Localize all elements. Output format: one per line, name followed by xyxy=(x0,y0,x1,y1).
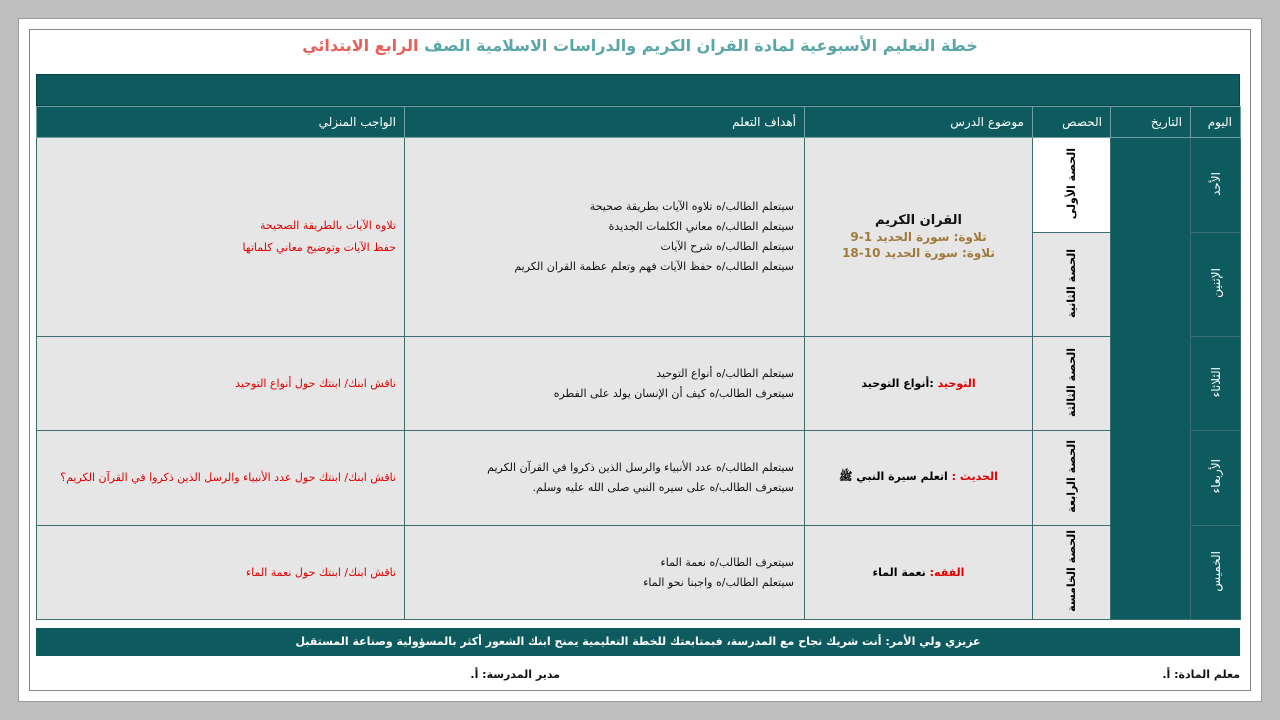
period-label: الحصة الثانية xyxy=(1065,248,1078,318)
period-cell-5 xyxy=(1033,526,1111,620)
goals-cell-tawheed xyxy=(405,337,805,431)
parent-note-banner: عزيزي ولي الأمر: أنت شريك نجاح مع المدرسة، فبمتابعتك للخطة التعليمية يمنح ابنك الشعور أكثر بالمسؤولية وصناعة المستقبل xyxy=(36,628,1240,656)
topic-label: الفقه: xyxy=(929,566,965,579)
goals-cell-fiqh xyxy=(405,526,805,620)
topic-text: نعمة الماء xyxy=(872,566,926,579)
goal-item: سيتعلم الطالب/ه حفظ الآيات فهم وتعلم عظمة القران الكريم xyxy=(514,260,794,273)
table-row xyxy=(37,431,1241,526)
table-row xyxy=(37,526,1241,620)
goal-item: سيتعرف الطالب/ه كيف أن الإنسان يولد على الفطره xyxy=(553,386,794,400)
day-label: الأربعاء xyxy=(1208,459,1223,494)
topic-text: :أنواع التوحيد xyxy=(861,377,934,390)
table-row xyxy=(37,138,1241,233)
day-cell-sunday xyxy=(1191,138,1241,233)
header-date: التاريخ xyxy=(1111,107,1191,138)
topic-cell-tawheed xyxy=(805,337,1033,431)
goal-item: سيتعرف الطالب/ه على سيره النبي صلى الله عليه وسلم. xyxy=(532,481,794,494)
day-cell-thursday xyxy=(1191,526,1241,620)
topic-recitation-2: تلاوة: سورة الحديد 10-18 xyxy=(842,246,995,260)
header-goals: أهداف التعلم xyxy=(405,107,805,138)
day-cell-monday xyxy=(1191,233,1241,337)
topic-cell-quran xyxy=(805,138,1033,337)
topic-label: الحديث : xyxy=(951,470,998,483)
goal-item: سيتعلم الطالب/ه أنواع التوحيد xyxy=(656,366,794,380)
period-cell-4 xyxy=(1033,431,1111,526)
homework-item: تلاوه الآيات بالطريقة الصحيحة xyxy=(259,219,396,232)
homework-cell-hadith xyxy=(37,431,405,526)
day-label: الأحد xyxy=(1208,171,1223,196)
homework-cell-quran xyxy=(37,138,405,337)
topic-title: القران الكريم xyxy=(875,213,962,228)
goals-cell-quran xyxy=(405,138,805,337)
goal-item: سيتعلم الطالب/ه شرح الآيات xyxy=(660,240,794,253)
goal-item: سيتعرف الطالب/ه نعمة الماء xyxy=(660,555,794,569)
period-cell-2 xyxy=(1033,233,1111,337)
topic-recitation-1: تلاوة: سورة الحديد 1-9 xyxy=(850,230,987,244)
page-title xyxy=(30,36,1250,55)
teacher-signature: معلم المادة: أ. xyxy=(1162,668,1240,681)
homework-item: ناقش ابنك/ ابنتك حول نعمة الماء xyxy=(245,565,396,579)
day-label: الإثنين xyxy=(1208,268,1223,298)
goal-item: سيتعلم الطالب/ه واجبنا نحو الماء xyxy=(643,575,794,589)
period-cell-3 xyxy=(1033,337,1111,431)
homework-cell-fiqh xyxy=(37,526,405,620)
homework-cell-tawheed xyxy=(37,337,405,431)
period-label: الحصة الرابعة xyxy=(1065,440,1078,513)
title-main: خطة التعليم الأسبوعية لمادة القران الكريم والدراسات الاسلامية الصف xyxy=(424,36,978,55)
period-label: الحصة الخامسة xyxy=(1065,530,1078,612)
header-periods: الحصص xyxy=(1033,107,1111,138)
title-grade: الرابع الابتدائي xyxy=(302,36,419,55)
table-row xyxy=(37,337,1241,431)
header-band xyxy=(36,74,1240,106)
page-frame xyxy=(18,18,1262,702)
day-label: الخميس xyxy=(1208,550,1223,592)
header-day: اليوم xyxy=(1191,107,1241,138)
goal-item: سيتعلم الطالب/ه تلاوه الآيات بطريقة صحيحة xyxy=(589,200,794,213)
weekly-plan-table xyxy=(36,106,1241,620)
plan-sheet xyxy=(29,29,1251,691)
topic-label: التوحيد xyxy=(937,377,976,390)
homework-item: ناقش ابنك/ ابنتك حول أنواع التوحيد xyxy=(235,376,396,390)
goal-item: سيتعلم الطالب/ه عدد الأنبياء والرسل الذين ذكروا في القرآن الكريم xyxy=(487,461,794,474)
goals-cell-hadith xyxy=(405,431,805,526)
header-topic: موضوع الدرس xyxy=(805,107,1033,138)
goal-item: سيتعلم الطالب/ه معاني الكلمات الجديدة xyxy=(608,220,794,233)
topic-cell-fiqh xyxy=(805,526,1033,620)
period-label: الحصة الأولى xyxy=(1065,147,1078,220)
day-cell-wednesday xyxy=(1191,431,1241,526)
day-cell-tuesday xyxy=(1191,337,1241,431)
date-cell xyxy=(1111,138,1191,620)
homework-item: حفظ الآيات وتوضيح معاني كلماتها xyxy=(242,241,396,254)
period-label: الحصة الثالثة xyxy=(1065,347,1078,417)
topic-text: اتعلم سيرة النبي ﷺ xyxy=(839,470,948,483)
period-cell-1 xyxy=(1033,138,1111,233)
principal-signature: مدير المدرسة: أ. xyxy=(470,668,560,681)
day-label: الثلاثاء xyxy=(1208,366,1223,398)
table-header-row xyxy=(37,107,1241,138)
homework-item: ناقش ابنك/ ابنتك حول عدد الأنبياء والرسل الذين ذكروا في القرآن الكريم؟ xyxy=(60,471,396,484)
topic-cell-hadith xyxy=(805,431,1033,526)
header-homework: الواجب المنزلي xyxy=(37,107,405,138)
